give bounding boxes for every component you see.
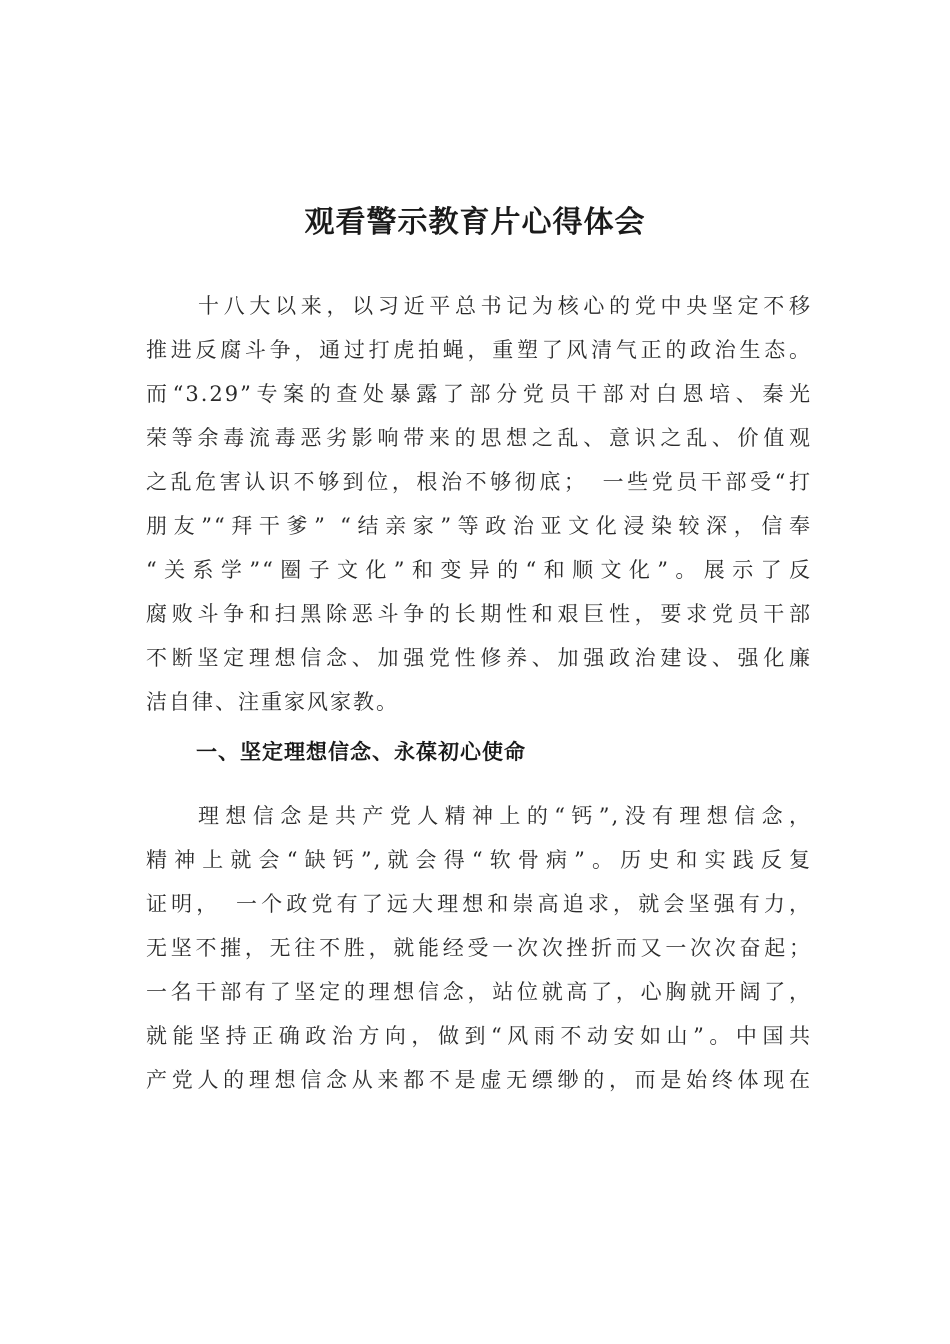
paragraph-line: “关系学”“圈子文化”和变异的“和顺文化”。展示了反 [146, 558, 812, 582]
paragraph-line: 腐败斗争和扫黑除恶斗争的长期性和艰巨性，要求党员干部 [146, 602, 812, 626]
paragraph-line: 十八大以来，以习近平总书记为核心的党中央坚定不移 [198, 294, 812, 318]
paragraph-line: 理想信念是共产党人精神上的“钙”,没有理想信念， [198, 804, 812, 828]
paragraph-line: 就能坚持正确政治方向，做到“风雨不动安如山”。中国共 [146, 1024, 812, 1048]
paragraph-line: 产党人的理想信念从来都不是虚无缥缈的，而是始终体现在 [146, 1068, 812, 1092]
paragraph-line: 不断坚定理想信念、加强党性修养、加强政治建设、强化廉 [146, 646, 812, 670]
paragraph-line: 之乱危害认识不够到位，根治不够彻底； 一些党员干部受“打 [146, 470, 812, 494]
document-title: 观看警示教育片心得体会 [304, 205, 646, 240]
paragraph-line: 而“3.29”专案的查处暴露了部分党员干部对白恩培、秦光 [146, 382, 812, 406]
paragraph-line: 荣等余毒流毒恶劣影响带来的思想之乱、意识之乱、价值观 [146, 426, 812, 450]
paragraph-line: 朋友”“拜干爹” “结亲家”等政治亚文化浸染较深，信奉 [146, 514, 812, 538]
paragraph-line: 一名干部有了坚定的理想信念，站位就高了，心胸就开阔了， [146, 980, 812, 1004]
paragraph-line: 证明， 一个政党有了远大理想和崇高追求，就会坚强有力， [146, 892, 812, 916]
paragraph-section1 [146, 794, 812, 1102]
section-heading: 一、坚定理想信念、永葆初心使命 [196, 740, 526, 764]
paragraph-line: 洁自律、注重家风家教。 [146, 690, 399, 714]
paragraph-intro [146, 284, 812, 724]
paragraph-line: 推进反腐斗争，通过打虎拍蝇，重塑了风清气正的政治生态。 [146, 338, 812, 362]
paragraph-line: 无坚不摧，无往不胜，就能经受一次次挫折而又一次次奋起； [146, 936, 812, 960]
paragraph-line: 精神上就会“缺钙”,就会得“软骨病”。历史和实践反复 [146, 848, 812, 872]
